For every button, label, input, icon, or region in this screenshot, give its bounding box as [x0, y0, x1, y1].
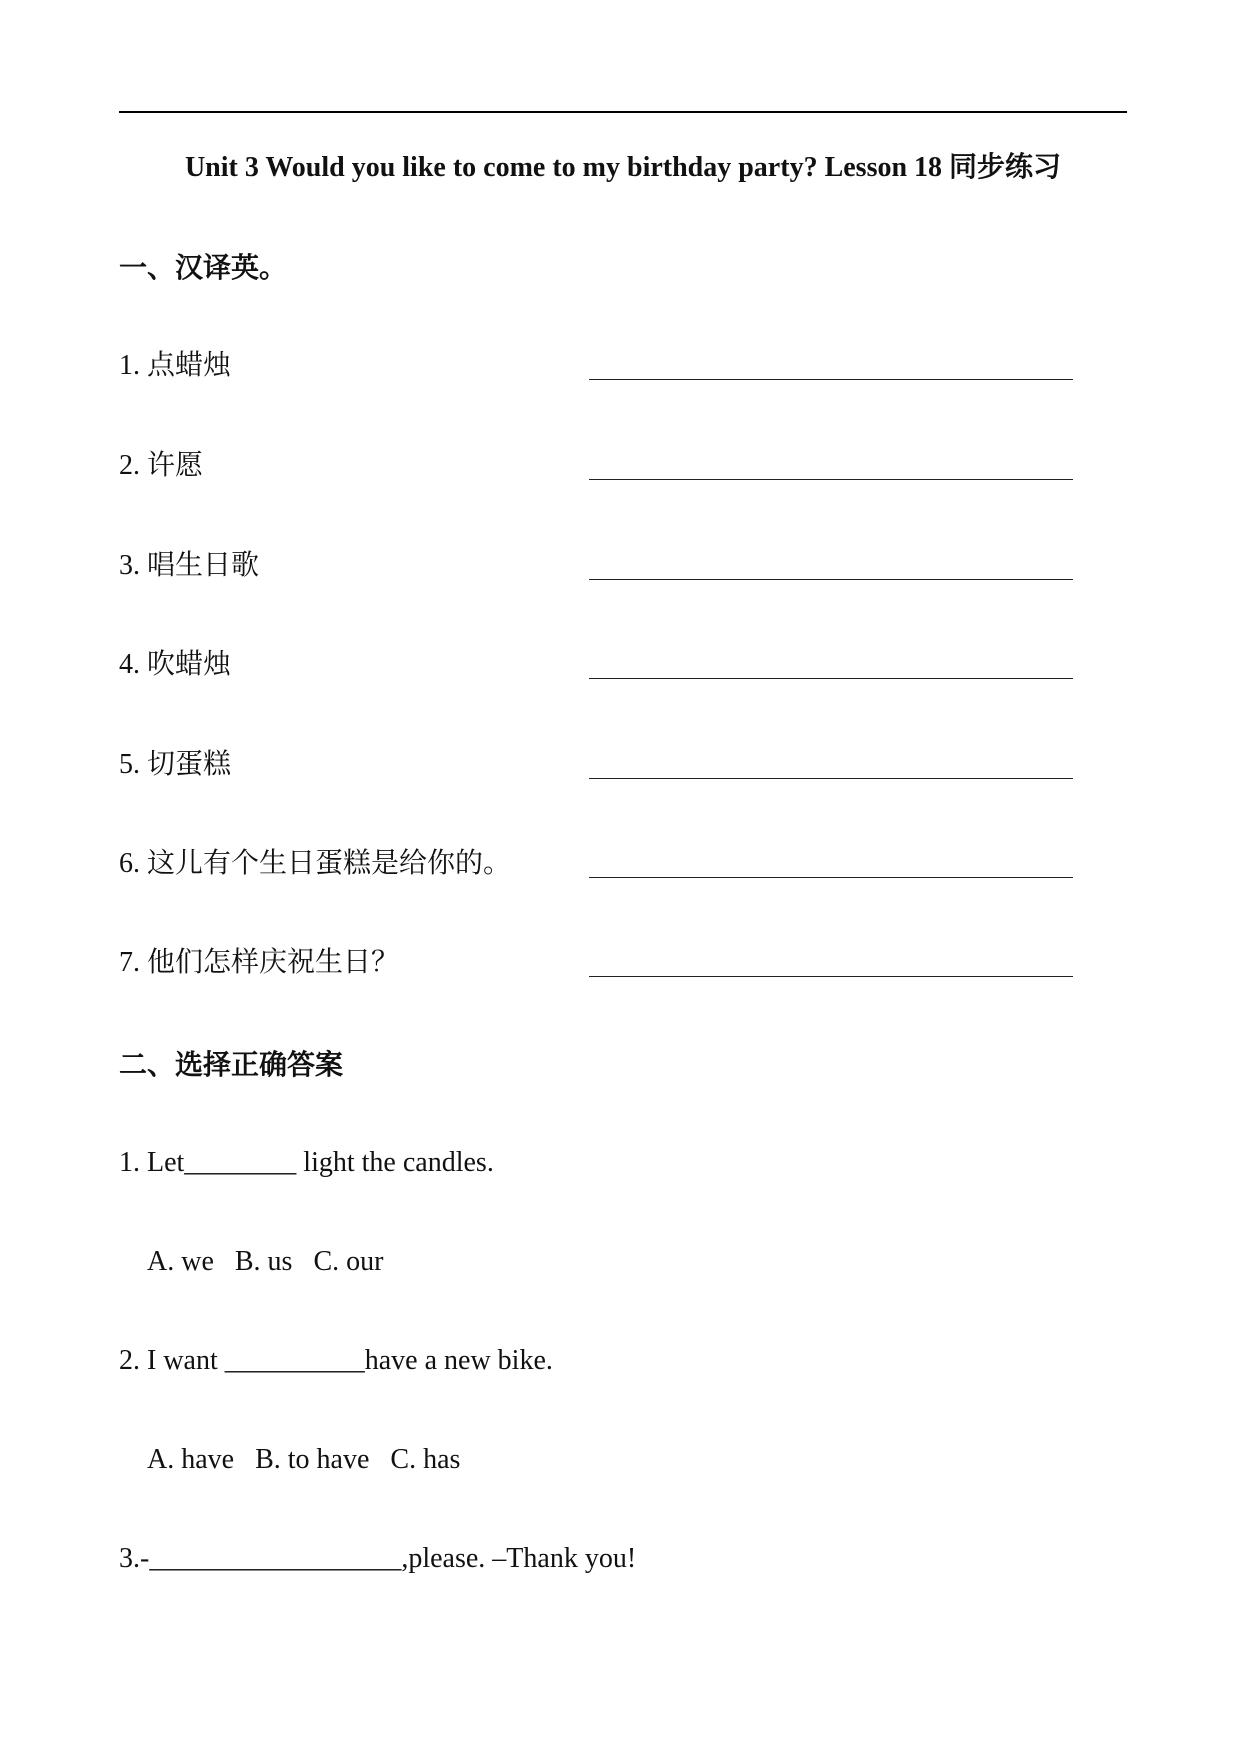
translation-item — [119, 745, 1079, 789]
worksheet-title: Unit 3 Would you like to come to my birthday party? Lesson 18 同步练习 — [184, 152, 1062, 183]
answer-blank[interactable] — [589, 579, 1073, 580]
translation-item — [119, 844, 1079, 888]
translation-prompt: 5. 切蛋糕 — [119, 749, 232, 780]
translation-item — [119, 346, 1079, 390]
choice-options: A. have B. to have C. has — [147, 1444, 461, 1475]
translation-prompt: 2. 许愿 — [119, 450, 204, 481]
translation-prompt: 4. 吹蜡烛 — [119, 649, 232, 680]
translation-prompt: 3. 唱生日歌 — [119, 550, 260, 581]
translation-item — [119, 645, 1079, 689]
answer-blank[interactable] — [589, 877, 1073, 878]
translation-item — [119, 943, 1079, 987]
translation-prompt: 7. 他们怎样庆祝生日？ — [119, 947, 400, 978]
section-heading-translate: 一、汉译英。 — [119, 253, 288, 284]
answer-blank[interactable] — [589, 379, 1073, 380]
answer-blank[interactable] — [589, 778, 1073, 779]
translation-item — [119, 546, 1079, 590]
answer-blank[interactable] — [589, 976, 1073, 977]
translation-prompt: 6. 这儿有个生日蛋糕是给你的。 — [119, 848, 512, 879]
choice-question: 1. Let________ light the candles. — [119, 1147, 494, 1178]
translation-item — [119, 446, 1079, 490]
choice-question: 2. I want __________have a new bike. — [119, 1345, 553, 1376]
translation-prompt: 1. 点蜡烛 — [119, 350, 232, 381]
section-heading-choice: 二、选择正确答案 — [119, 1050, 344, 1081]
answer-blank[interactable] — [589, 479, 1073, 480]
choice-options: A. we B. us C. our — [147, 1246, 384, 1277]
answer-blank[interactable] — [589, 678, 1073, 679]
header-rule — [119, 111, 1127, 113]
choice-question: 3.-__________________,please. –Thank you! — [119, 1543, 637, 1574]
